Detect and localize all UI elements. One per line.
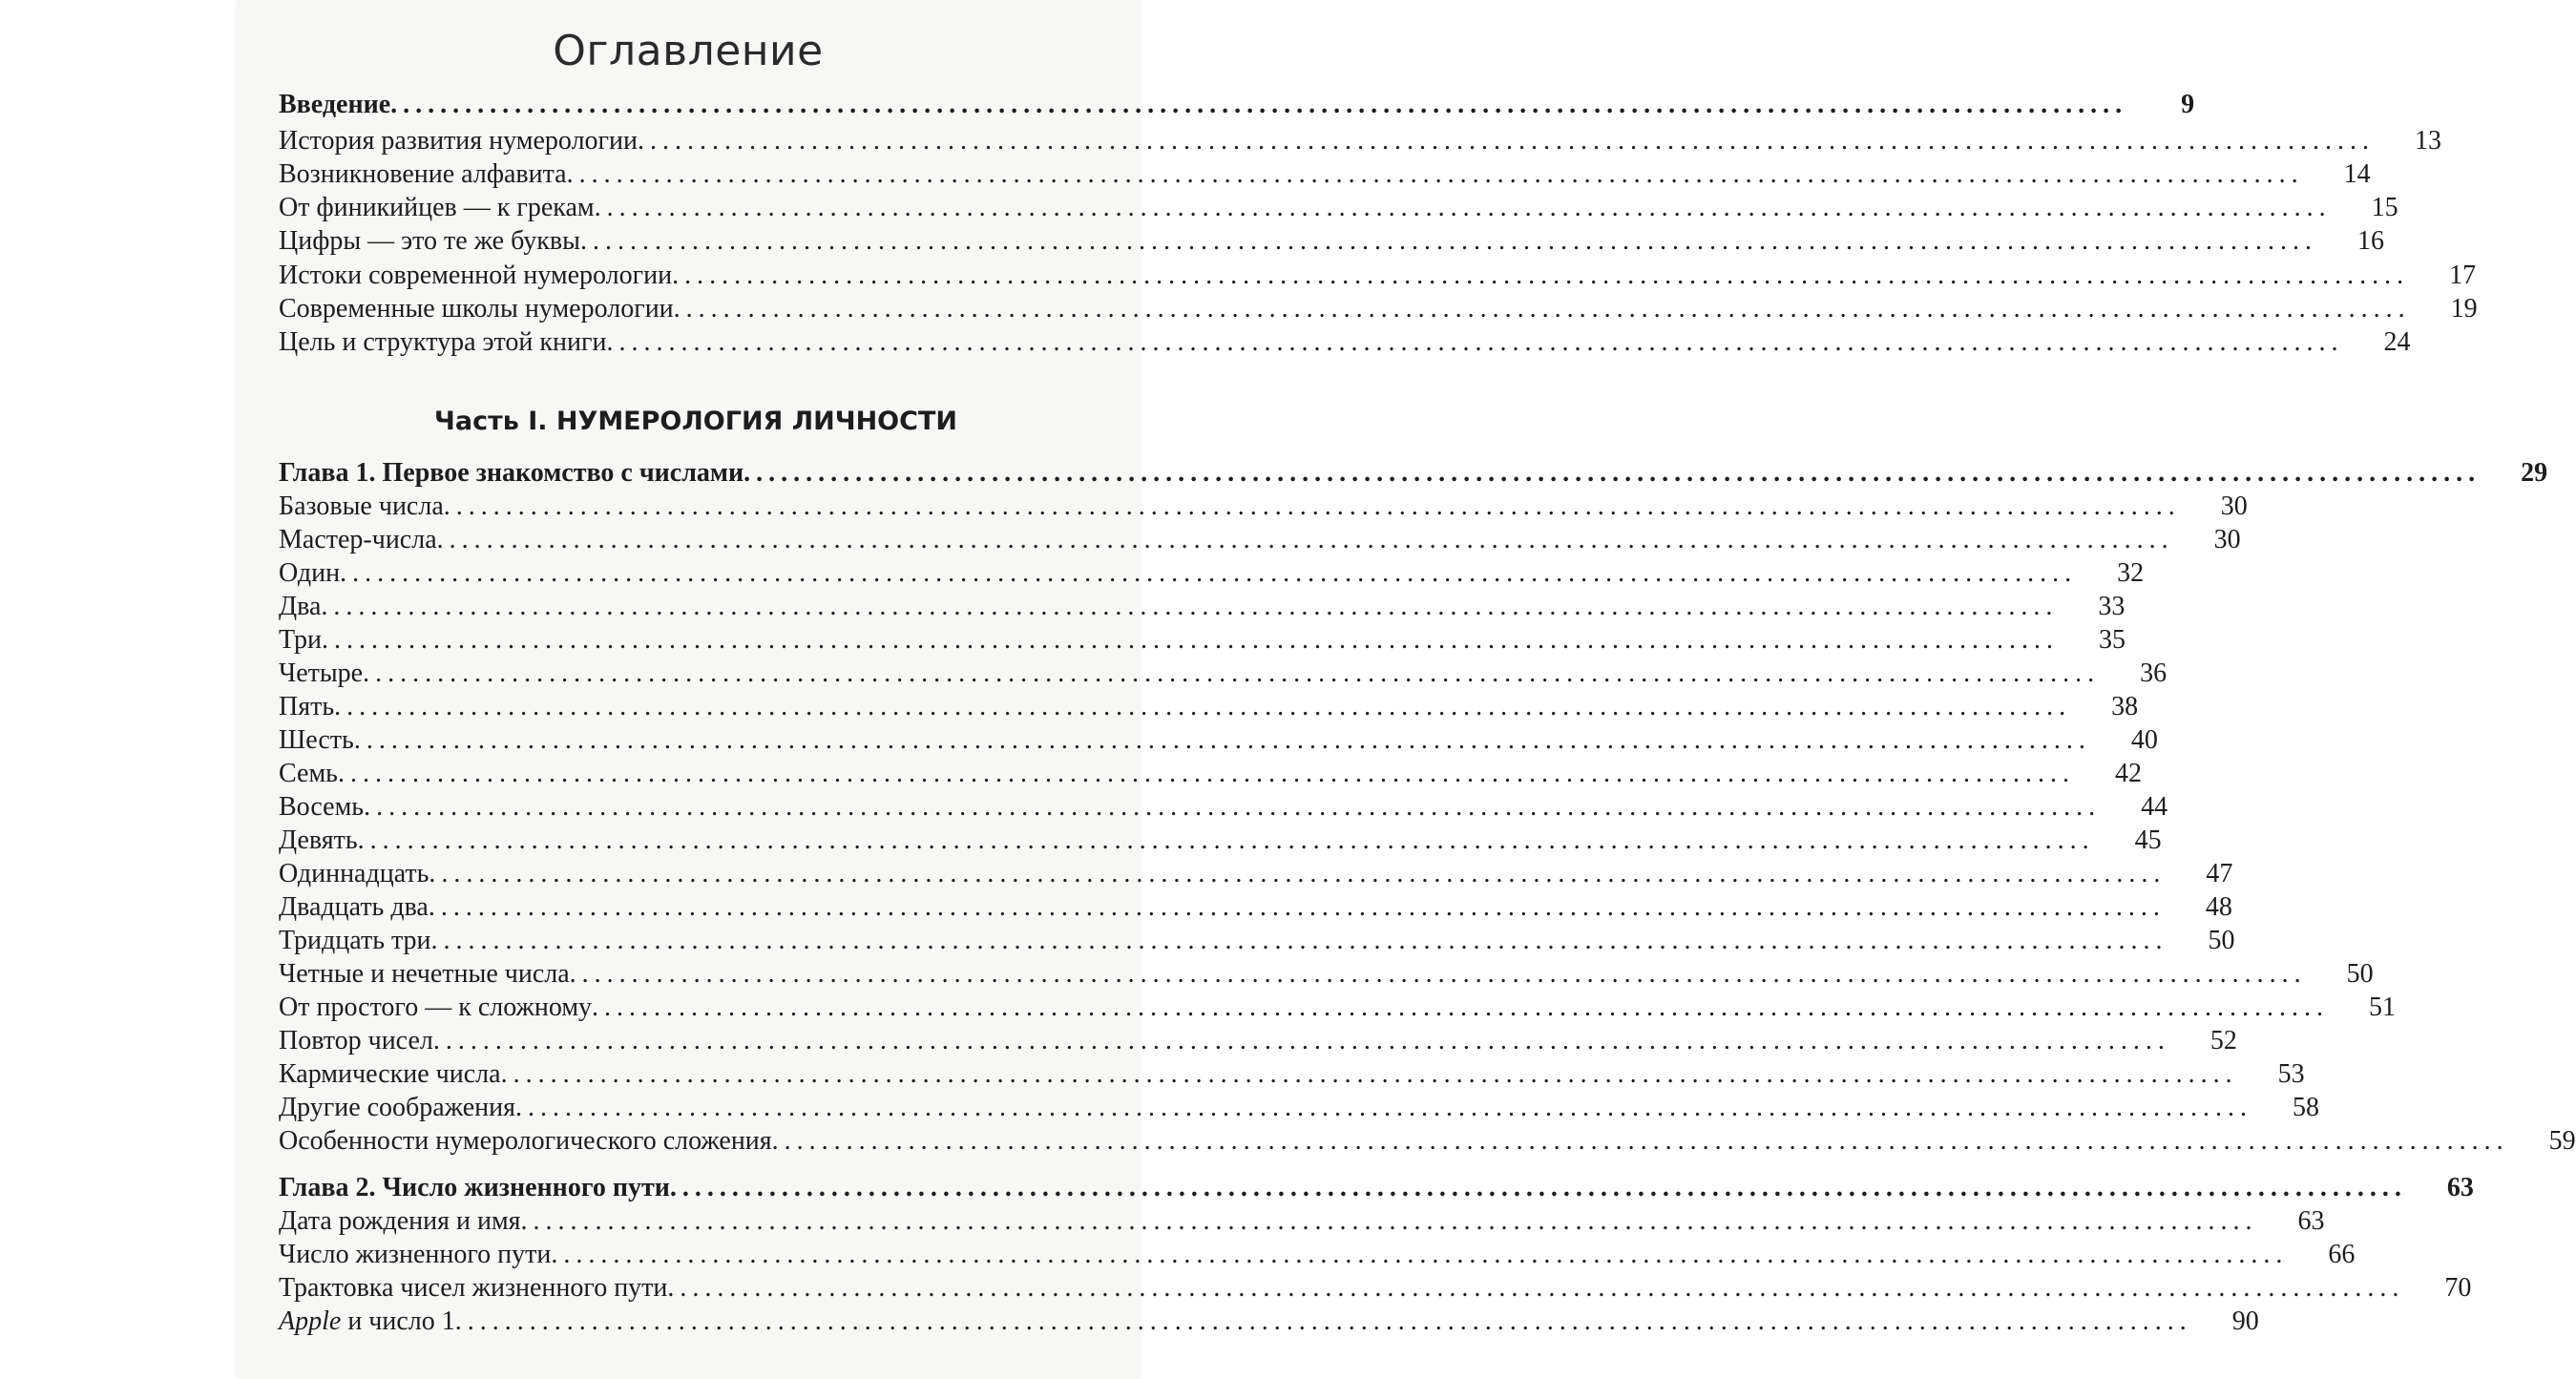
entry-page: 53 bbox=[2277, 1059, 2305, 1089]
entry-page: 44 bbox=[2141, 792, 2168, 822]
toc-entry bbox=[279, 558, 2145, 591]
toc-entry bbox=[279, 825, 2162, 858]
entry-label: Шесть bbox=[279, 725, 354, 755]
dot-leader: ............................................................................................................................................ bbox=[353, 725, 2091, 755]
entry-page: 59 bbox=[2548, 1126, 2576, 1156]
entry-page: 9 bbox=[2181, 90, 2195, 119]
entry-label: Современные школы нумерологии bbox=[279, 294, 674, 324]
toc-entry bbox=[279, 1026, 2237, 1058]
dot-leader: ............................................................................................................................................ bbox=[592, 992, 2330, 1022]
entry-label: Истоки современной нумерологии bbox=[279, 261, 673, 290]
entry-label: Мастер-числа bbox=[279, 525, 437, 554]
entry-page: 13 bbox=[2415, 126, 2441, 156]
dot-leader: ............................................................................................................................................ bbox=[500, 1059, 2238, 1089]
toc-entry bbox=[279, 1306, 2259, 1339]
entry-label: Цель и структура этой книги bbox=[279, 327, 607, 357]
entry-page: 33 bbox=[2098, 592, 2126, 621]
toc-entry bbox=[279, 327, 2411, 360]
dot-leader: ............................................................................................................................................ bbox=[606, 327, 2344, 357]
dot-leader: ............................................................................................................................................ bbox=[579, 226, 2317, 256]
toc-entry bbox=[279, 959, 2374, 992]
entry-page: 66 bbox=[2328, 1240, 2356, 1269]
dot-leader: ............................................................................................................................................ bbox=[673, 294, 2411, 324]
entry-label: Восемь bbox=[279, 792, 365, 822]
entry-page: 35 bbox=[2099, 625, 2126, 655]
toc-entry bbox=[279, 692, 2139, 724]
dot-leader: ............................................................................................................................................ bbox=[390, 90, 2128, 119]
toc-entry bbox=[279, 1093, 2319, 1125]
entry-page: 42 bbox=[2114, 759, 2142, 788]
dot-leader: ............................................................................................................................................ bbox=[520, 1206, 2258, 1236]
entry-label: Особенности нумерологического сложения bbox=[279, 1126, 772, 1156]
toc-entry bbox=[279, 294, 2478, 326]
toc-entry bbox=[279, 491, 2248, 524]
entry-page: 90 bbox=[2231, 1306, 2259, 1336]
entry-page: 30 bbox=[2220, 491, 2248, 521]
toc-entry bbox=[279, 926, 2235, 958]
entry-page: 24 bbox=[2383, 327, 2411, 357]
dot-leader: ............................................................................................................................................ bbox=[672, 261, 2410, 290]
toc-entry bbox=[279, 226, 2384, 259]
entry-page: 32 bbox=[2117, 558, 2145, 588]
toc-entry bbox=[279, 1240, 2356, 1272]
entry-page: 45 bbox=[2134, 825, 2162, 855]
dot-leader: ............................................................................................................................................ bbox=[743, 458, 2482, 488]
dot-leader: ............................................................................................................................................ bbox=[432, 1026, 2170, 1055]
dot-leader: ............................................................................................................................................ bbox=[667, 1273, 2405, 1303]
entry-page: 40 bbox=[2130, 725, 2158, 755]
entry-label: Тридцать три bbox=[279, 926, 431, 955]
entry-label: Двадцать два bbox=[279, 892, 429, 922]
toc-entry bbox=[279, 1206, 2325, 1239]
entry-label: От финикийцев — к грекам bbox=[279, 193, 595, 222]
toc-entry bbox=[279, 261, 2477, 293]
dot-leader: ............................................................................................................................................ bbox=[364, 792, 2102, 822]
dot-leader: ............................................................................................................................................ bbox=[334, 692, 2072, 721]
toc-entry bbox=[279, 1173, 2474, 1205]
entry-label: Базовые числа bbox=[279, 491, 444, 521]
entry-page: 50 bbox=[2208, 926, 2235, 955]
book-page bbox=[237, 0, 2576, 1379]
toc-entry bbox=[279, 759, 2142, 791]
entry-label: Другие соображения bbox=[279, 1093, 515, 1122]
toc-entry bbox=[279, 725, 2158, 758]
entry-label: Семь bbox=[279, 759, 338, 788]
toc-entry bbox=[279, 159, 2371, 192]
dot-leader: ............................................................................................................................................ bbox=[771, 1126, 2509, 1156]
dot-leader: ............................................................................................................................................ bbox=[638, 126, 2375, 156]
entry-label: Три bbox=[279, 625, 323, 655]
dot-leader: ............................................................................................................................................ bbox=[363, 658, 2101, 688]
entry-label: Четные и нечетные числа bbox=[279, 959, 570, 989]
entry-label: Кармические числа bbox=[279, 1059, 501, 1089]
entry-page: 48 bbox=[2205, 892, 2232, 922]
toc-entry bbox=[279, 1059, 2305, 1092]
entry-page: 38 bbox=[2111, 692, 2139, 721]
dot-leader: ............................................................................................................................................ bbox=[428, 892, 2166, 922]
entry-label: От простого — к сложному bbox=[279, 992, 593, 1022]
entry-label: Девять bbox=[279, 825, 358, 855]
toc-entry bbox=[279, 992, 2397, 1025]
toc-entry bbox=[279, 458, 2548, 491]
entry-page: 17 bbox=[2449, 261, 2477, 290]
dot-leader: ............................................................................................................................................ bbox=[322, 625, 2060, 655]
entry-page: 63 bbox=[2297, 1206, 2325, 1236]
entry-page: 36 bbox=[2140, 658, 2168, 688]
toc-entry bbox=[279, 525, 2241, 557]
dot-leader: ............................................................................................................................................ bbox=[566, 159, 2304, 189]
entry-label: Трактовка чисел жизненного пути bbox=[279, 1273, 668, 1303]
entry-label: Возникновение алфавита bbox=[279, 159, 567, 189]
toc-entry bbox=[279, 193, 2398, 225]
entry-label-italic: Apple bbox=[279, 1306, 342, 1336]
toc-title: Оглавление bbox=[553, 27, 824, 75]
toc-entry bbox=[279, 592, 2126, 624]
toc-entry bbox=[279, 892, 2232, 925]
entry-label: Повтор чисел bbox=[279, 1026, 433, 1055]
entry-page: 52 bbox=[2209, 1026, 2237, 1055]
entry-page: 19 bbox=[2450, 294, 2478, 324]
dot-leader: ............................................................................................................................................ bbox=[357, 825, 2095, 855]
dot-leader: ............................................................................................................................................ bbox=[340, 558, 2078, 588]
entry-label-suffix: и число 1 bbox=[341, 1306, 455, 1336]
entry-label: Введение bbox=[279, 90, 391, 119]
entry-label: Число жизненного пути bbox=[279, 1240, 552, 1269]
entry-label: Четыре bbox=[279, 658, 364, 688]
entry-label: Пять bbox=[279, 692, 335, 721]
dot-leader: ............................................................................................................................................ bbox=[594, 193, 2332, 222]
entry-page: 51 bbox=[2369, 992, 2397, 1022]
toc-entry bbox=[279, 859, 2233, 891]
entry-page: 14 bbox=[2343, 159, 2371, 189]
entry-label: Одиннадцать bbox=[279, 859, 429, 888]
toc-entry bbox=[279, 792, 2168, 825]
entry-label: Цифры — это те же буквы bbox=[279, 226, 580, 256]
entry-page: 15 bbox=[2371, 193, 2398, 222]
part-title: Часть I. НУМЕРОЛОГИЯ ЛИЧНОСТИ bbox=[434, 407, 957, 436]
dot-leader: ............................................................................................................................................ bbox=[454, 1306, 2192, 1336]
entry-page: 70 bbox=[2444, 1273, 2472, 1303]
entry-page: 63 bbox=[2446, 1173, 2474, 1202]
dot-leader: ............................................................................................................................................ bbox=[337, 759, 2075, 788]
entry-label: Глава 1. Первое знакомство с числами bbox=[279, 458, 744, 488]
entry-label: Дата рождения и имя bbox=[279, 1206, 521, 1236]
toc-entry bbox=[279, 90, 2195, 122]
toc-entry bbox=[279, 1273, 2472, 1306]
dot-leader: ............................................................................................................................................ bbox=[669, 1173, 2407, 1202]
dot-leader: ............................................................................................................................................ bbox=[429, 859, 2167, 888]
entry-page: 30 bbox=[2213, 525, 2241, 554]
entry-page: 58 bbox=[2292, 1093, 2319, 1122]
dot-leader: ............................................................................................................................................ bbox=[436, 525, 2174, 554]
dot-leader: ............................................................................................................................................ bbox=[430, 926, 2168, 955]
dot-leader: ............................................................................................................................................ bbox=[569, 959, 2307, 989]
dot-leader: ............................................................................................................................................ bbox=[443, 491, 2181, 521]
entry-label: Глава 2. Число жизненного пути bbox=[279, 1173, 670, 1202]
entry-page: 50 bbox=[2346, 959, 2374, 989]
entry-label: История развития нумерологии bbox=[279, 126, 638, 156]
entry-page: 47 bbox=[2206, 859, 2233, 888]
entry-label: Два bbox=[279, 592, 322, 621]
toc-entry bbox=[279, 126, 2441, 158]
entry-label: Один bbox=[279, 558, 341, 588]
dot-leader: ............................................................................................................................................ bbox=[551, 1240, 2289, 1269]
entry-page: 16 bbox=[2356, 226, 2384, 256]
toc-entry bbox=[279, 658, 2168, 691]
dot-leader: ............................................................................................................................................ bbox=[321, 592, 2059, 621]
toc-entry bbox=[279, 625, 2126, 658]
dot-leader: ............................................................................................................................................ bbox=[514, 1093, 2252, 1122]
entry-page: 29 bbox=[2521, 458, 2548, 488]
toc-entry bbox=[279, 1126, 2576, 1159]
